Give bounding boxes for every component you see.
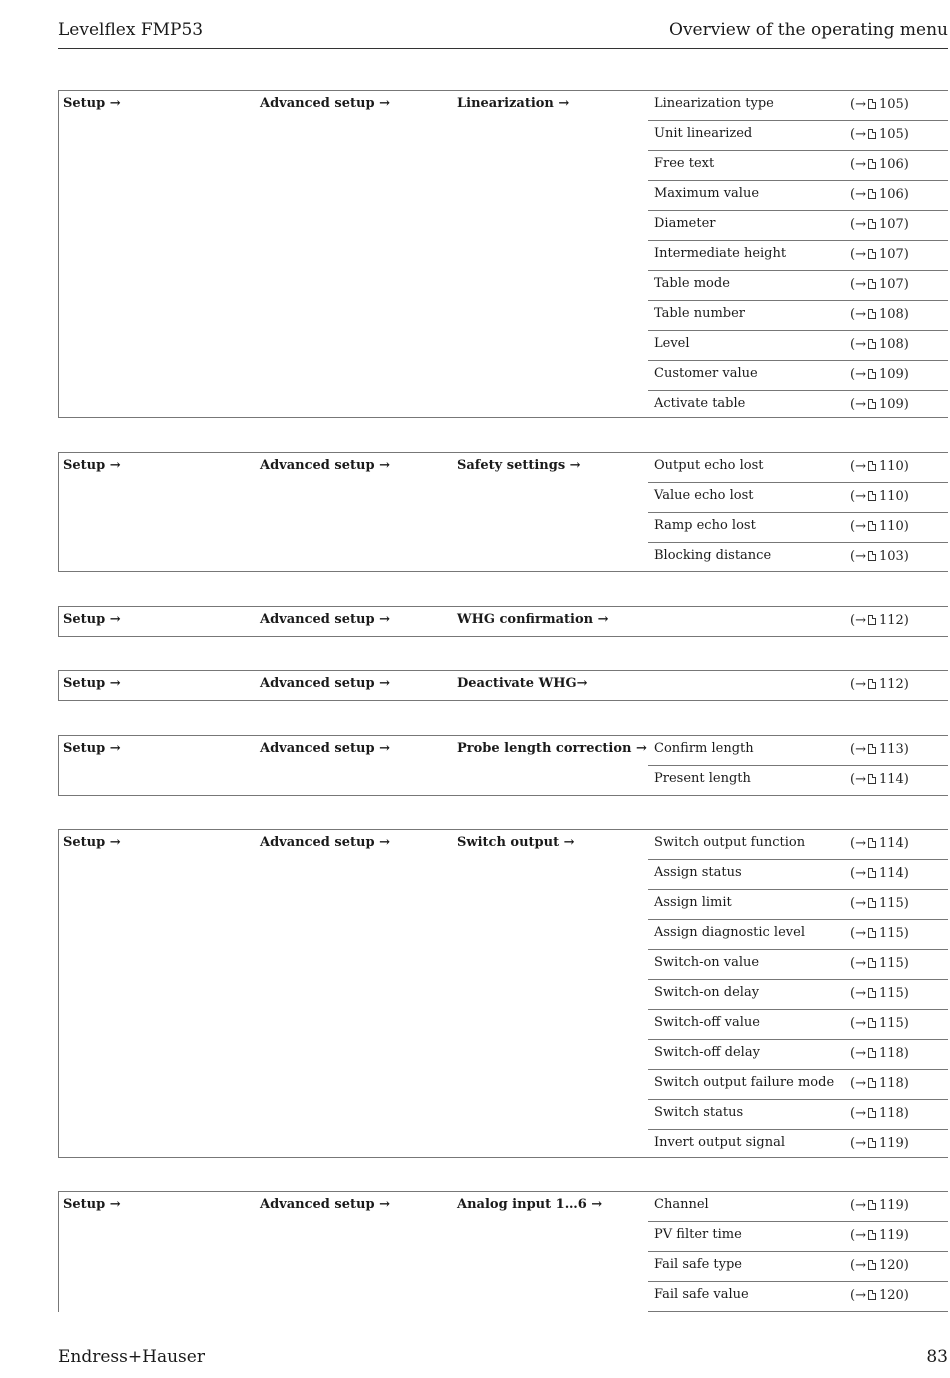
page-number: 108 — [878, 337, 904, 352]
page-number: 106 — [878, 157, 904, 172]
parameter-label: Maximum value — [654, 186, 760, 201]
parameter-row — [648, 391, 948, 421]
page-number-footer: 83 — [926, 1347, 948, 1367]
parameter-list — [648, 453, 948, 573]
parameter-label: Channel — [654, 1197, 709, 1212]
page-reference: (→ 112) — [850, 677, 909, 692]
parameter-row — [648, 211, 948, 241]
document-icon — [868, 958, 876, 968]
document-icon — [868, 521, 876, 531]
page-number: 115 — [878, 926, 904, 941]
page-reference: (→ 119) — [850, 1136, 909, 1151]
page-reference: (→ 120) — [850, 1258, 909, 1273]
document-icon — [868, 1078, 876, 1088]
menu-table-deactivate-whg — [58, 670, 948, 701]
manufacturer-name: Endress+Hauser — [58, 1347, 205, 1367]
document-icon — [868, 988, 876, 998]
parameter-row — [648, 151, 948, 181]
page-reference: (→ 114) — [850, 866, 909, 881]
menu-path-level-2: Advanced setup → — [260, 612, 390, 627]
page-number: 118 — [878, 1106, 904, 1121]
page-number: 120 — [878, 1258, 904, 1273]
parameter-row — [648, 766, 948, 796]
page-number: 114 — [878, 772, 904, 787]
parameter-row — [648, 1130, 948, 1160]
document-icon — [868, 1108, 876, 1118]
menu-table-probe-length-correction — [58, 735, 948, 796]
page-reference: (→ 106) — [850, 157, 909, 172]
page-reference: (→ 113) — [850, 742, 909, 757]
parameter-label: Switch-off value — [654, 1015, 760, 1030]
page-reference: (→ 107) — [850, 277, 909, 292]
document-icon — [868, 369, 876, 379]
document-icon — [868, 491, 876, 501]
parameter-label: Table number — [654, 306, 746, 321]
menu-table-analog-input — [58, 1191, 948, 1312]
page-reference: (→ 109) — [850, 397, 909, 412]
parameter-label: Assign status — [654, 865, 742, 880]
parameter-list — [648, 1192, 948, 1312]
parameter-label: Output echo lost — [654, 458, 764, 473]
document-icon — [868, 1048, 876, 1058]
page-reference: (→ 110) — [850, 519, 909, 534]
page-reference: (→ 114) — [850, 836, 909, 851]
parameter-row — [648, 271, 948, 301]
parameter-label: Switch status — [654, 1105, 744, 1120]
page-reference: (→ 118) — [850, 1076, 909, 1091]
page-reference: (→ 120) — [850, 1288, 909, 1303]
page-reference: (→ 110) — [850, 489, 909, 504]
menu-table-linearization — [58, 90, 948, 418]
page-number: 107 — [878, 247, 904, 262]
page-reference: (→ 115) — [850, 896, 909, 911]
parameter-row — [648, 1282, 948, 1312]
document-icon — [868, 189, 876, 199]
parameter-label: Activate table — [654, 396, 746, 411]
parameter-row — [648, 1040, 948, 1070]
parameter-row — [648, 920, 948, 950]
page-reference: (→ 115) — [850, 1016, 909, 1031]
parameter-label: Unit linearized — [654, 126, 753, 141]
menu-path-level-3: Switch output → — [457, 835, 575, 850]
parameter-label: Switch-off delay — [654, 1045, 760, 1060]
page-number: 118 — [878, 1076, 904, 1091]
parameter-row — [648, 331, 948, 361]
page-reference: (→ 119) — [850, 1228, 909, 1243]
menu-path-level-2: Advanced setup → — [260, 835, 390, 850]
page-number: 109 — [878, 397, 904, 412]
parameter-label: Table mode — [654, 276, 730, 291]
menu-path-level-3: Analog input 1…6 → — [457, 1197, 603, 1212]
page-number: 119 — [878, 1136, 904, 1151]
page-reference: (→ 106) — [850, 187, 909, 202]
menu-path-level-2: Advanced setup → — [260, 1197, 390, 1212]
menu-table-safety-settings — [58, 452, 948, 572]
page-number: 113 — [878, 742, 904, 757]
page-reference: (→ 109) — [850, 367, 909, 382]
menu-path-level-1: Setup → — [63, 676, 121, 691]
menu-path-level-1: Setup → — [63, 835, 121, 850]
parameter-label: Fail safe type — [654, 1257, 742, 1272]
parameter-row — [648, 361, 948, 391]
parameter-label: Free text — [654, 156, 715, 171]
document-icon — [868, 615, 876, 625]
parameter-row — [648, 736, 948, 766]
menu-path-level-3: WHG confirmation → — [457, 612, 609, 627]
document-icon — [868, 309, 876, 319]
parameter-row — [648, 980, 948, 1010]
parameter-label: Switch output failure mode — [654, 1075, 835, 1090]
page-reference: (→ 114) — [850, 772, 909, 787]
parameter-row — [648, 453, 948, 483]
page-number: 108 — [878, 307, 904, 322]
document-icon — [868, 898, 876, 908]
parameter-row — [648, 950, 948, 980]
menu-path-level-3: Deactivate WHG→ — [457, 676, 588, 691]
document-icon — [868, 1260, 876, 1270]
menu-table-whg-confirmation — [58, 606, 948, 637]
page-number: 115 — [878, 956, 904, 971]
menu-path-level-3: Linearization → — [457, 96, 570, 111]
parameter-row — [648, 121, 948, 151]
parameter-label: Switch-on value — [654, 955, 760, 970]
parameter-row — [648, 301, 948, 331]
menu-path-level-3: Safety settings → — [457, 458, 581, 473]
page-header — [58, 18, 948, 49]
document-icon — [868, 868, 876, 878]
document-icon — [868, 1138, 876, 1148]
parameter-row — [648, 1010, 948, 1040]
parameter-label: Switch output function — [654, 835, 806, 850]
menu-path-level-1: Setup → — [63, 458, 121, 473]
parameter-label: Switch-on delay — [654, 985, 760, 1000]
page-number: 114 — [878, 866, 904, 881]
document-title: Levelflex FMP53 — [58, 20, 204, 40]
page-number: 120 — [878, 1288, 904, 1303]
menu-path-level-1: Setup → — [63, 612, 121, 627]
parameter-label: Ramp echo lost — [654, 518, 756, 533]
parameter-label: Linearization type — [654, 96, 774, 111]
page-reference: (→ 107) — [850, 247, 909, 262]
page-number: 118 — [878, 1046, 904, 1061]
parameter-label: Assign limit — [654, 895, 732, 910]
parameter-row — [648, 1252, 948, 1282]
parameter-label: Blocking distance — [654, 548, 772, 563]
document-icon — [868, 461, 876, 471]
parameter-label: Value echo lost — [654, 488, 754, 503]
menu-path-level-2: Advanced setup → — [260, 741, 390, 756]
page-number: 115 — [878, 896, 904, 911]
parameter-row — [648, 1070, 948, 1100]
document-icon — [868, 838, 876, 848]
page-footer — [58, 1347, 948, 1371]
menu-path-level-3: Probe length correction → — [457, 741, 647, 756]
document-icon — [868, 1290, 876, 1300]
page-number: 112 — [878, 613, 904, 628]
parameter-row — [648, 1100, 948, 1130]
page-number: 119 — [878, 1228, 904, 1243]
page-reference: (→ 118) — [850, 1106, 909, 1121]
page-reference: (→ 118) — [850, 1046, 909, 1061]
page-reference: (→ 108) — [850, 307, 909, 322]
parameter-list — [648, 91, 948, 421]
menu-path-level-2: Advanced setup → — [260, 458, 390, 473]
page-reference: (→ 115) — [850, 926, 909, 941]
document-icon — [868, 249, 876, 259]
page-number: 110 — [878, 489, 904, 504]
parameter-label: Confirm length — [654, 741, 754, 756]
document-icon — [868, 1018, 876, 1028]
page-number: 110 — [878, 459, 904, 474]
page-reference: (→ 108) — [850, 337, 909, 352]
parameter-label: Intermediate height — [654, 246, 787, 261]
parameter-label: Customer value — [654, 366, 758, 381]
parameter-label: Level — [654, 336, 690, 351]
page-reference: (→ 115) — [850, 956, 909, 971]
document-icon — [868, 551, 876, 561]
menu-path-level-2: Advanced setup → — [260, 96, 390, 111]
document-icon — [868, 1200, 876, 1210]
parameter-label: PV filter time — [654, 1227, 742, 1242]
parameter-row — [648, 1222, 948, 1252]
page-reference: (→ 105) — [850, 97, 909, 112]
parameter-row — [648, 483, 948, 513]
page-number: 107 — [878, 277, 904, 292]
parameter-row — [648, 890, 948, 920]
page-number: 115 — [878, 1016, 904, 1031]
document-icon — [868, 928, 876, 938]
page-number: 106 — [878, 187, 904, 202]
parameter-row — [648, 543, 948, 573]
page-number: 109 — [878, 367, 904, 382]
page-number: 103 — [878, 549, 904, 564]
document-icon — [868, 774, 876, 784]
page-number: 112 — [878, 677, 904, 692]
page-number: 105 — [878, 97, 904, 112]
parameter-list — [648, 830, 948, 1160]
page-number: 107 — [878, 217, 904, 232]
menu-path-level-2: Advanced setup → — [260, 676, 390, 691]
menu-path-level-1: Setup → — [63, 1197, 121, 1212]
parameter-label: Present length — [654, 771, 751, 786]
document-icon — [868, 129, 876, 139]
document-icon — [868, 159, 876, 169]
parameter-label: Invert output signal — [654, 1135, 786, 1150]
menu-path-level-1: Setup → — [63, 741, 121, 756]
document-icon — [868, 99, 876, 109]
page-reference: (→ 119) — [850, 1198, 909, 1213]
parameter-row — [648, 181, 948, 211]
document-icon — [868, 744, 876, 754]
page-reference: (→ 103) — [850, 549, 909, 564]
page-reference: (→ 115) — [850, 986, 909, 1001]
page-reference: (→ 110) — [850, 459, 909, 474]
page-number: 114 — [878, 836, 904, 851]
page-number: 105 — [878, 127, 904, 142]
page-reference: (→ 107) — [850, 217, 909, 232]
parameter-row — [648, 830, 948, 860]
document-icon — [868, 399, 876, 409]
page-number: 115 — [878, 986, 904, 1001]
page-reference: (→ 105) — [850, 127, 909, 142]
document-icon — [868, 339, 876, 349]
parameter-row — [648, 91, 948, 121]
section-title: Overview of the operating menu — [669, 20, 948, 40]
parameter-row — [648, 241, 948, 271]
parameter-label: Diameter — [654, 216, 716, 231]
document-icon — [868, 679, 876, 689]
document-icon — [868, 219, 876, 229]
page-number: 110 — [878, 519, 904, 534]
parameter-row — [648, 513, 948, 543]
menu-path-level-1: Setup → — [63, 96, 121, 111]
parameter-row — [648, 860, 948, 890]
parameter-label: Assign diagnostic level — [654, 925, 805, 940]
parameter-row — [648, 1192, 948, 1222]
page-reference: (→ 112) — [850, 613, 909, 628]
page-number: 119 — [878, 1198, 904, 1213]
parameter-list — [648, 736, 948, 796]
document-icon — [868, 1230, 876, 1240]
menu-table-switch-output — [58, 829, 948, 1158]
parameter-label: Fail safe value — [654, 1287, 749, 1302]
document-icon — [868, 279, 876, 289]
